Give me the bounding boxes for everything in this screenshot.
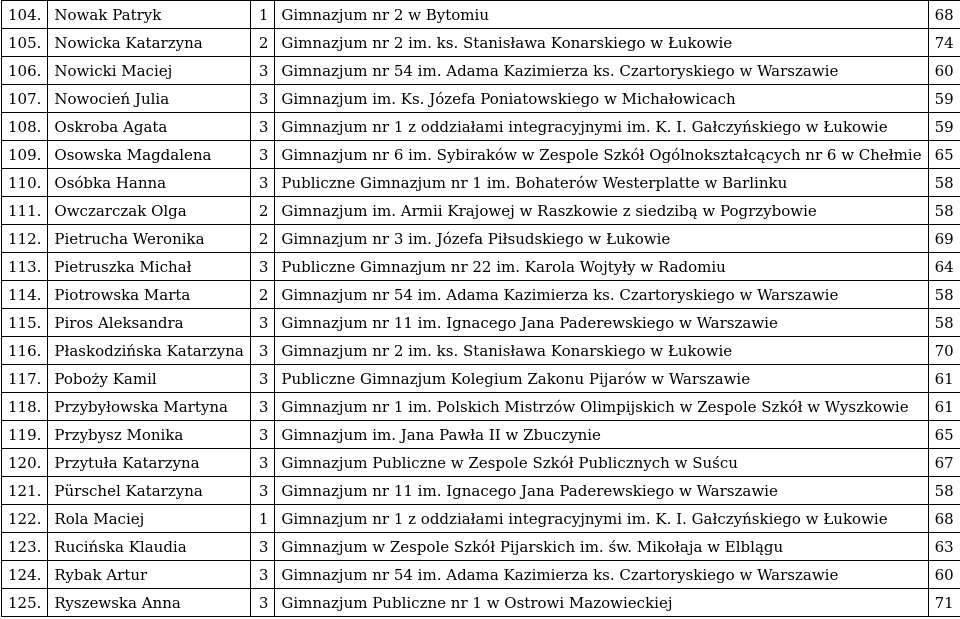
class-level: 2 bbox=[250, 225, 275, 253]
row-number: 105. bbox=[2, 29, 48, 57]
class-level: 3 bbox=[250, 169, 275, 197]
table-row bbox=[2, 29, 960, 57]
school-name: Gimnazjum nr 1 z oddziałami integracyjnymi im. K. I. Gałczyńskiego w Łukowie bbox=[275, 113, 928, 141]
row-number: 119. bbox=[2, 421, 48, 449]
table-row bbox=[2, 505, 960, 533]
row-number: 124. bbox=[2, 561, 48, 589]
student-name: Piros Aleksandra bbox=[48, 309, 250, 337]
student-name: Nowocień Julia bbox=[48, 85, 250, 113]
results-table bbox=[1, 0, 960, 617]
school-name: Publiczne Gimnazjum nr 1 im. Bohaterów Westerplatte w Barlinku bbox=[275, 169, 928, 197]
table-row bbox=[2, 1, 960, 29]
student-name: Owczarczak Olga bbox=[48, 197, 250, 225]
score: 68 bbox=[928, 1, 960, 29]
score: 64 bbox=[928, 253, 960, 281]
class-level: 1 bbox=[250, 1, 275, 29]
row-number: 115. bbox=[2, 309, 48, 337]
row-number: 123. bbox=[2, 533, 48, 561]
results-table-body bbox=[2, 1, 960, 617]
student-name: Piotrowska Marta bbox=[48, 281, 250, 309]
score: 65 bbox=[928, 421, 960, 449]
score: 74 bbox=[928, 29, 960, 57]
class-level: 2 bbox=[250, 197, 275, 225]
class-level: 1 bbox=[250, 505, 275, 533]
score: 59 bbox=[928, 113, 960, 141]
score: 68 bbox=[928, 505, 960, 533]
score: 61 bbox=[928, 365, 960, 393]
table-row bbox=[2, 197, 960, 225]
student-name: Osóbka Hanna bbox=[48, 169, 250, 197]
score: 63 bbox=[928, 533, 960, 561]
row-number: 114. bbox=[2, 281, 48, 309]
school-name: Publiczne Gimnazjum nr 22 im. Karola Wojtyły w Radomiu bbox=[275, 253, 928, 281]
table-row bbox=[2, 393, 960, 421]
school-name: Gimnazjum nr 2 w Bytomiu bbox=[275, 1, 928, 29]
class-level: 3 bbox=[250, 337, 275, 365]
table-row bbox=[2, 337, 960, 365]
score: 58 bbox=[928, 477, 960, 505]
row-number: 121. bbox=[2, 477, 48, 505]
class-level: 2 bbox=[250, 281, 275, 309]
student-name: Nowicka Katarzyna bbox=[48, 29, 250, 57]
row-number: 110. bbox=[2, 169, 48, 197]
score: 69 bbox=[928, 225, 960, 253]
student-name: Pürschel Katarzyna bbox=[48, 477, 250, 505]
student-name: Osowska Magdalena bbox=[48, 141, 250, 169]
table-row bbox=[2, 589, 960, 617]
student-name: Poboży Kamil bbox=[48, 365, 250, 393]
table-row bbox=[2, 477, 960, 505]
score: 61 bbox=[928, 393, 960, 421]
table-row bbox=[2, 533, 960, 561]
school-name: Gimnazjum nr 3 im. Józefa Piłsudskiego w Łukowie bbox=[275, 225, 928, 253]
school-name: Gimnazjum Publiczne nr 1 w Ostrowi Mazowieckiej bbox=[275, 589, 928, 617]
row-number: 118. bbox=[2, 393, 48, 421]
score: 58 bbox=[928, 197, 960, 225]
row-number: 108. bbox=[2, 113, 48, 141]
school-name: Gimnazjum nr 2 im. ks. Stanisława Konarskiego w Łukowie bbox=[275, 29, 928, 57]
class-level: 3 bbox=[250, 561, 275, 589]
row-number: 107. bbox=[2, 85, 48, 113]
row-number: 122. bbox=[2, 505, 48, 533]
class-level: 3 bbox=[250, 57, 275, 85]
class-level: 3 bbox=[250, 113, 275, 141]
school-name: Gimnazjum im. Jana Pawła II w Zbuczynie bbox=[275, 421, 928, 449]
school-name: Gimnazjum nr 1 im. Polskich Mistrzów Olimpijskich w Zespole Szkół w Wyszkowie bbox=[275, 393, 928, 421]
class-level: 3 bbox=[250, 477, 275, 505]
score: 67 bbox=[928, 449, 960, 477]
table-row bbox=[2, 309, 960, 337]
table-row bbox=[2, 113, 960, 141]
score: 58 bbox=[928, 169, 960, 197]
score: 60 bbox=[928, 57, 960, 85]
row-number: 120. bbox=[2, 449, 48, 477]
row-number: 113. bbox=[2, 253, 48, 281]
student-name: Rybak Artur bbox=[48, 561, 250, 589]
table-row bbox=[2, 85, 960, 113]
class-level: 3 bbox=[250, 309, 275, 337]
student-name: Oskroba Agata bbox=[48, 113, 250, 141]
school-name: Gimnazjum nr 54 im. Adama Kazimierza ks. Czartoryskiego w Warszawie bbox=[275, 281, 928, 309]
table-row bbox=[2, 421, 960, 449]
table-row bbox=[2, 449, 960, 477]
table-row bbox=[2, 57, 960, 85]
table-row bbox=[2, 365, 960, 393]
table-row bbox=[2, 169, 960, 197]
class-level: 3 bbox=[250, 141, 275, 169]
class-level: 3 bbox=[250, 421, 275, 449]
class-level: 3 bbox=[250, 253, 275, 281]
student-name: Pietrucha Weronika bbox=[48, 225, 250, 253]
row-number: 116. bbox=[2, 337, 48, 365]
student-name: Nowicki Maciej bbox=[48, 57, 250, 85]
school-name: Gimnazjum w Zespole Szkół Pijarskich im. św. Mikołaja w Elblągu bbox=[275, 533, 928, 561]
score: 71 bbox=[928, 589, 960, 617]
row-number: 125. bbox=[2, 589, 48, 617]
student-name: Rola Maciej bbox=[48, 505, 250, 533]
school-name: Gimnazjum nr 6 im. Sybiraków w Zespole Szkół Ogólnokształcących nr 6 w Chełmie bbox=[275, 141, 928, 169]
student-name: Ryszewska Anna bbox=[48, 589, 250, 617]
table-row bbox=[2, 561, 960, 589]
table-row bbox=[2, 141, 960, 169]
row-number: 117. bbox=[2, 365, 48, 393]
class-level: 2 bbox=[250, 29, 275, 57]
school-name: Gimnazjum nr 1 z oddziałami integracyjnymi im. K. I. Gałczyńskiego w Łukowie bbox=[275, 505, 928, 533]
table-row bbox=[2, 281, 960, 309]
row-number: 104. bbox=[2, 1, 48, 29]
class-level: 3 bbox=[250, 589, 275, 617]
student-name: Rucińska Klaudia bbox=[48, 533, 250, 561]
school-name: Gimnazjum nr 11 im. Ignacego Jana Paderewskiego w Warszawie bbox=[275, 477, 928, 505]
student-name: Przytuła Katarzyna bbox=[48, 449, 250, 477]
student-name: Nowak Patryk bbox=[48, 1, 250, 29]
student-name: Przybysz Monika bbox=[48, 421, 250, 449]
table-row bbox=[2, 253, 960, 281]
school-name: Publiczne Gimnazjum Kolegium Zakonu Pijarów w Warszawie bbox=[275, 365, 928, 393]
class-level: 3 bbox=[250, 449, 275, 477]
school-name: Gimnazjum nr 54 im. Adama Kazimierza ks. Czartoryskiego w Warszawie bbox=[275, 561, 928, 589]
student-name: Płaskodzińska Katarzyna bbox=[48, 337, 250, 365]
school-name: Gimnazjum nr 2 im. ks. Stanisława Konarskiego w Łukowie bbox=[275, 337, 928, 365]
school-name: Gimnazjum nr 11 im. Ignacego Jana Paderewskiego w Warszawie bbox=[275, 309, 928, 337]
row-number: 106. bbox=[2, 57, 48, 85]
score: 65 bbox=[928, 141, 960, 169]
score: 70 bbox=[928, 337, 960, 365]
student-name: Przybyłowska Martyna bbox=[48, 393, 250, 421]
school-name: Gimnazjum Publiczne w Zespole Szkół Publicznych w Suścu bbox=[275, 449, 928, 477]
school-name: Gimnazjum im. Ks. Józefa Poniatowskiego w Michałowicach bbox=[275, 85, 928, 113]
student-name: Pietruszka Michał bbox=[48, 253, 250, 281]
score: 58 bbox=[928, 281, 960, 309]
score: 60 bbox=[928, 561, 960, 589]
school-name: Gimnazjum im. Armii Krajowej w Raszkowie z siedzibą w Pogrzybowie bbox=[275, 197, 928, 225]
class-level: 3 bbox=[250, 365, 275, 393]
row-number: 109. bbox=[2, 141, 48, 169]
row-number: 112. bbox=[2, 225, 48, 253]
class-level: 3 bbox=[250, 393, 275, 421]
class-level: 3 bbox=[250, 85, 275, 113]
score: 58 bbox=[928, 309, 960, 337]
school-name: Gimnazjum nr 54 im. Adama Kazimierza ks. Czartoryskiego w Warszawie bbox=[275, 57, 928, 85]
table-row bbox=[2, 225, 960, 253]
class-level: 3 bbox=[250, 533, 275, 561]
row-number: 111. bbox=[2, 197, 48, 225]
score: 59 bbox=[928, 85, 960, 113]
